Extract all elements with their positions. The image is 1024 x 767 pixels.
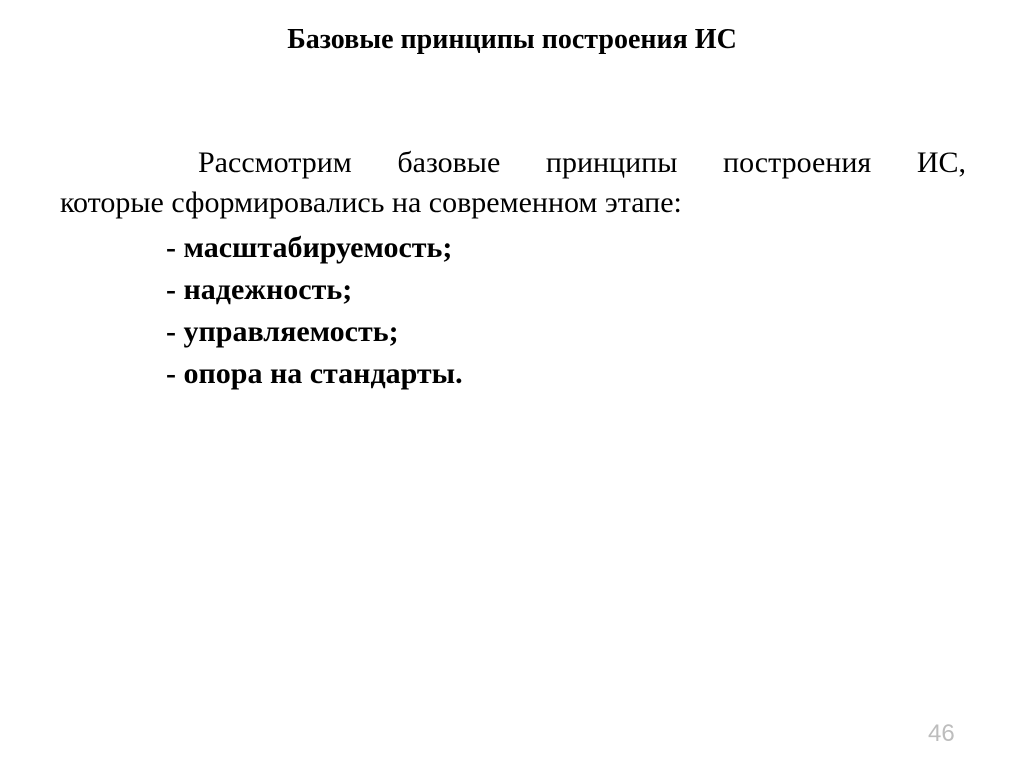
intro-paragraph (60, 143, 966, 223)
principles-list (166, 227, 463, 395)
principle-item-reliability: - надежность; (166, 273, 353, 306)
principle-item-scalability: - масштабируемость; (166, 231, 453, 264)
slide-title: Базовые принципы построения ИС (287, 24, 737, 55)
intro-line-1: Рассмотрим базовые принципы построения ИС, (198, 146, 966, 179)
page-number: 46 (928, 720, 955, 747)
principle-item-manageability: - управляемость; (166, 315, 399, 348)
intro-line-2: которые сформировались на современном этапе: (60, 186, 682, 219)
principle-item-standards: - опора на стандарты. (166, 357, 463, 390)
